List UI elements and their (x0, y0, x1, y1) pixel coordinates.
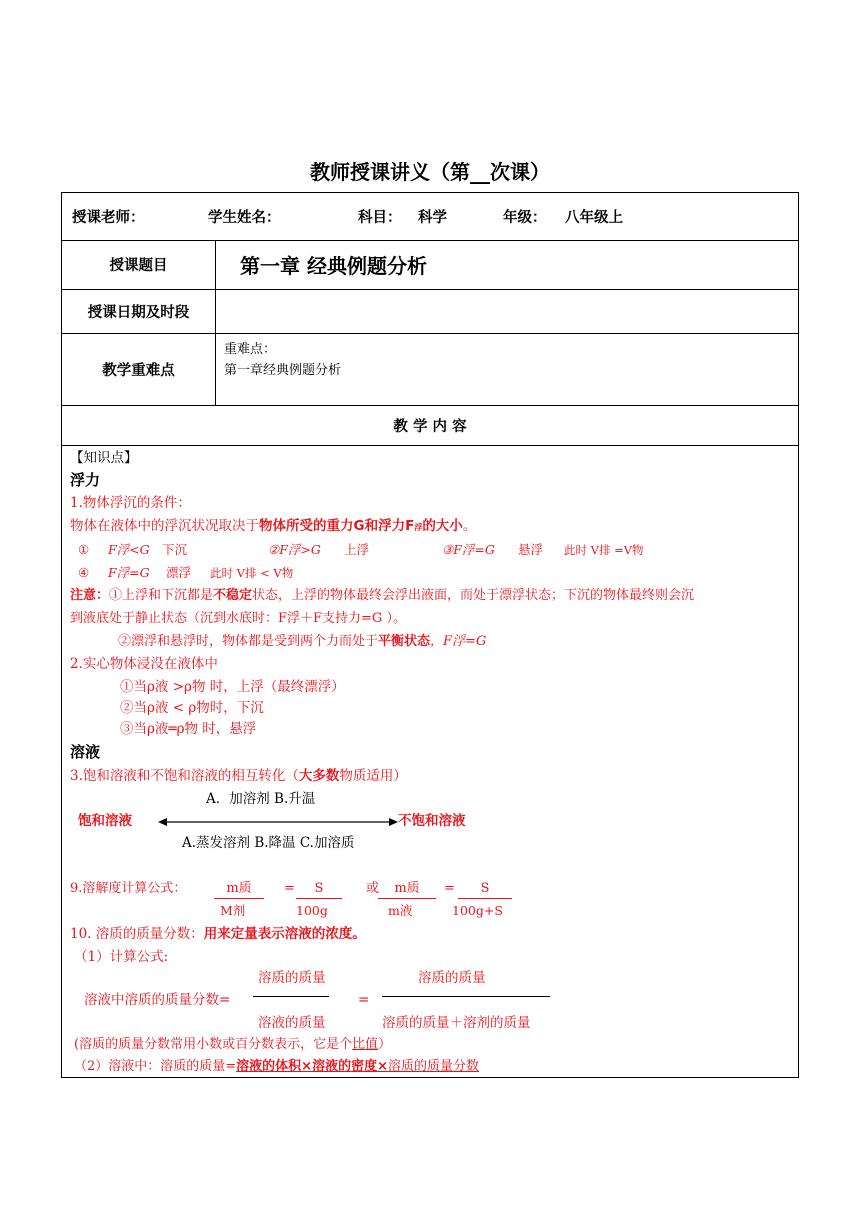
fraction-denominator: 溶液的质量 (258, 1015, 326, 1031)
buoyancy-heading: 浮力 (70, 471, 101, 489)
section-2-title: 2.实心物体浸没在液体中 (70, 656, 218, 672)
double-arrow (158, 812, 398, 832)
note-line: 注意：①上浮和下沉都是不稳定状态，上浮的物体最终会浮出液面，而处于漂浮状态；下沉的物体最终则会沉 (70, 588, 695, 603)
section-1-title: 1.物体浮沉的条件： (70, 495, 191, 511)
column-divider (215, 240, 216, 405)
teacher-label: 授课老师： (72, 210, 145, 226)
fraction-bar (253, 996, 329, 997)
student-label: 学生姓名： (208, 210, 281, 226)
section-3-title: 3.饱和溶液和不饱和溶液的相互转化（大多数物质适用） (70, 768, 407, 784)
arrow-bottom-label: A.蒸发溶剂 B.降温 C.加溶质 (182, 835, 355, 851)
unsaturated-label: 不饱和溶液 (398, 813, 466, 829)
percent-note: (溶质的质量分数常用小数或百分数表示，它是个比值） (74, 1037, 392, 1052)
knowledge-heading: 【知识点】 (70, 450, 138, 466)
arrow-top-label: A．加溶剂 B.升温 (206, 791, 316, 807)
solubility-formula: 9.溶解度计算公式： m质 = S 或 m质 = S (70, 880, 186, 898)
content-header: 教 学 内 容 (393, 418, 467, 435)
grade-value: 八年级上 (565, 210, 623, 226)
fraction-bar (382, 996, 550, 997)
key-points-label: 教学重难点 (102, 362, 175, 379)
saturated-label: 饱和溶液 (78, 813, 132, 829)
date-label: 授课日期及时段 (87, 304, 190, 321)
key-points-line: 重难点： (224, 342, 277, 357)
page-title: 教师授课讲义（第__次课） (310, 160, 550, 184)
condition-row: ① F浮<G 下沉 ②F浮>G 上浮 ③F浮=G 悬浮 此时 V排 =V物 (78, 542, 644, 557)
note-line: ②漂浮和悬浮时，物体都是受到两个力而处于平衡状态，F浮=G (118, 634, 487, 649)
key-points-text (224, 339, 341, 381)
section-2-line: ①当ρ液 >ρ物 时，上浮（最终漂浮） (120, 679, 345, 695)
mass-formula: （2）溶液中：溶质的质量=溶液的体积×溶液的密度×溶质的质量分数 (74, 1059, 479, 1074)
fraction-numerator: 溶质的质量 (418, 970, 486, 986)
topic-value: 第一章 经典例题分析 (240, 254, 427, 278)
topic-label: 授课题目 (109, 258, 168, 274)
section-2-line: ③当ρ液═ρ物 时，悬浮 (120, 721, 257, 737)
fraction-lhs: 溶液中溶质的质量分数= (84, 992, 231, 1008)
solution-heading: 溶液 (70, 743, 101, 761)
lesson-table: 授课老师： 学生姓名： 科目： 科学 年级： 八年级上 授课题目 第一章 经典例题分析 授课日期及时段 教学重难点 重难点： 第一章经典例题分析 教 学 内 容 【知识点】 浮力 1.物体浮沉的条件： 物体在液体中的浮沉状况取决于物体所受的重力G和浮力F浮的大小。 ① F浮<G 下沉 ②F浮>G 上浮 ③F浮=G 悬浮 此时 V排 =V物 ④ F浮=G 漂浮 此时 V排 < V物 注意：①上浮和下沉都是不稳定状态，上浮的物体最终会浮出液面，而处于漂浮状态；下沉的物体最终则会沉 到液底处于静止状态（沉到水底时：F浮＋F支持力=G ）。 ②漂浮和悬浮时，物体都是受到两个力而处于平衡状态，F浮=G 2.实心物体浸没在液体中 ①当ρ液 >ρ物 时，上浮（最终漂浮） ②当ρ液 < ρ物时，下沉 ③当ρ液═ρ物 时，悬浮 溶液 3.饱和溶液和不饱和溶液的相互转化（大多数物质适用） A．加溶剂 B.升温 饱和溶液 不饱和溶液 A.蒸发溶剂 B.降温 C.加溶质 9.溶解度计算公式： m质 = S 或 m质 = S M剂 100g m液 100g+S 10. 溶质的质量分数：用来定量表示溶液的浓度。 （1）计算公式: 溶质的质量 溶质的质量 溶液中溶质的质量分数= = 溶液的质量 溶质的质量＋溶剂的质量 (溶质的质量分数常用小数或百分数表示，它是个比值） （2）溶液中：溶质的质量=溶液的体积×溶液的密度×溶质的质量分数 (61, 192, 799, 1078)
subject-value: 科学 (418, 210, 447, 226)
section-1-line: 物体在液体中的浮沉状况取决于物体所受的重力G和浮力F浮的大小。 (70, 518, 477, 534)
calc-formula-label: （1）计算公式: (74, 949, 169, 965)
fraction-denominator: 溶质的质量＋溶剂的质量 (382, 1015, 531, 1031)
grade-label: 年级： (503, 210, 547, 226)
subject-label: 科目： (358, 210, 402, 226)
table-divider (62, 445, 798, 446)
section-10-title: 10. 溶质的质量分数：用来定量表示溶液的浓度。 (70, 926, 366, 942)
key-points-line: 第一章经典例题分析 (224, 363, 342, 378)
section-2-line: ②当ρ液 < ρ物时，下沉 (120, 700, 264, 716)
note-line: 到液底处于静止状态（沉到水底时：F浮＋F支持力=G ）。 (70, 611, 406, 626)
condition-row: ④ F浮=G 漂浮 此时 V排 < V物 (78, 565, 294, 580)
fraction-equals: = (358, 992, 370, 1008)
fraction-numerator: 溶质的质量 (258, 970, 326, 986)
